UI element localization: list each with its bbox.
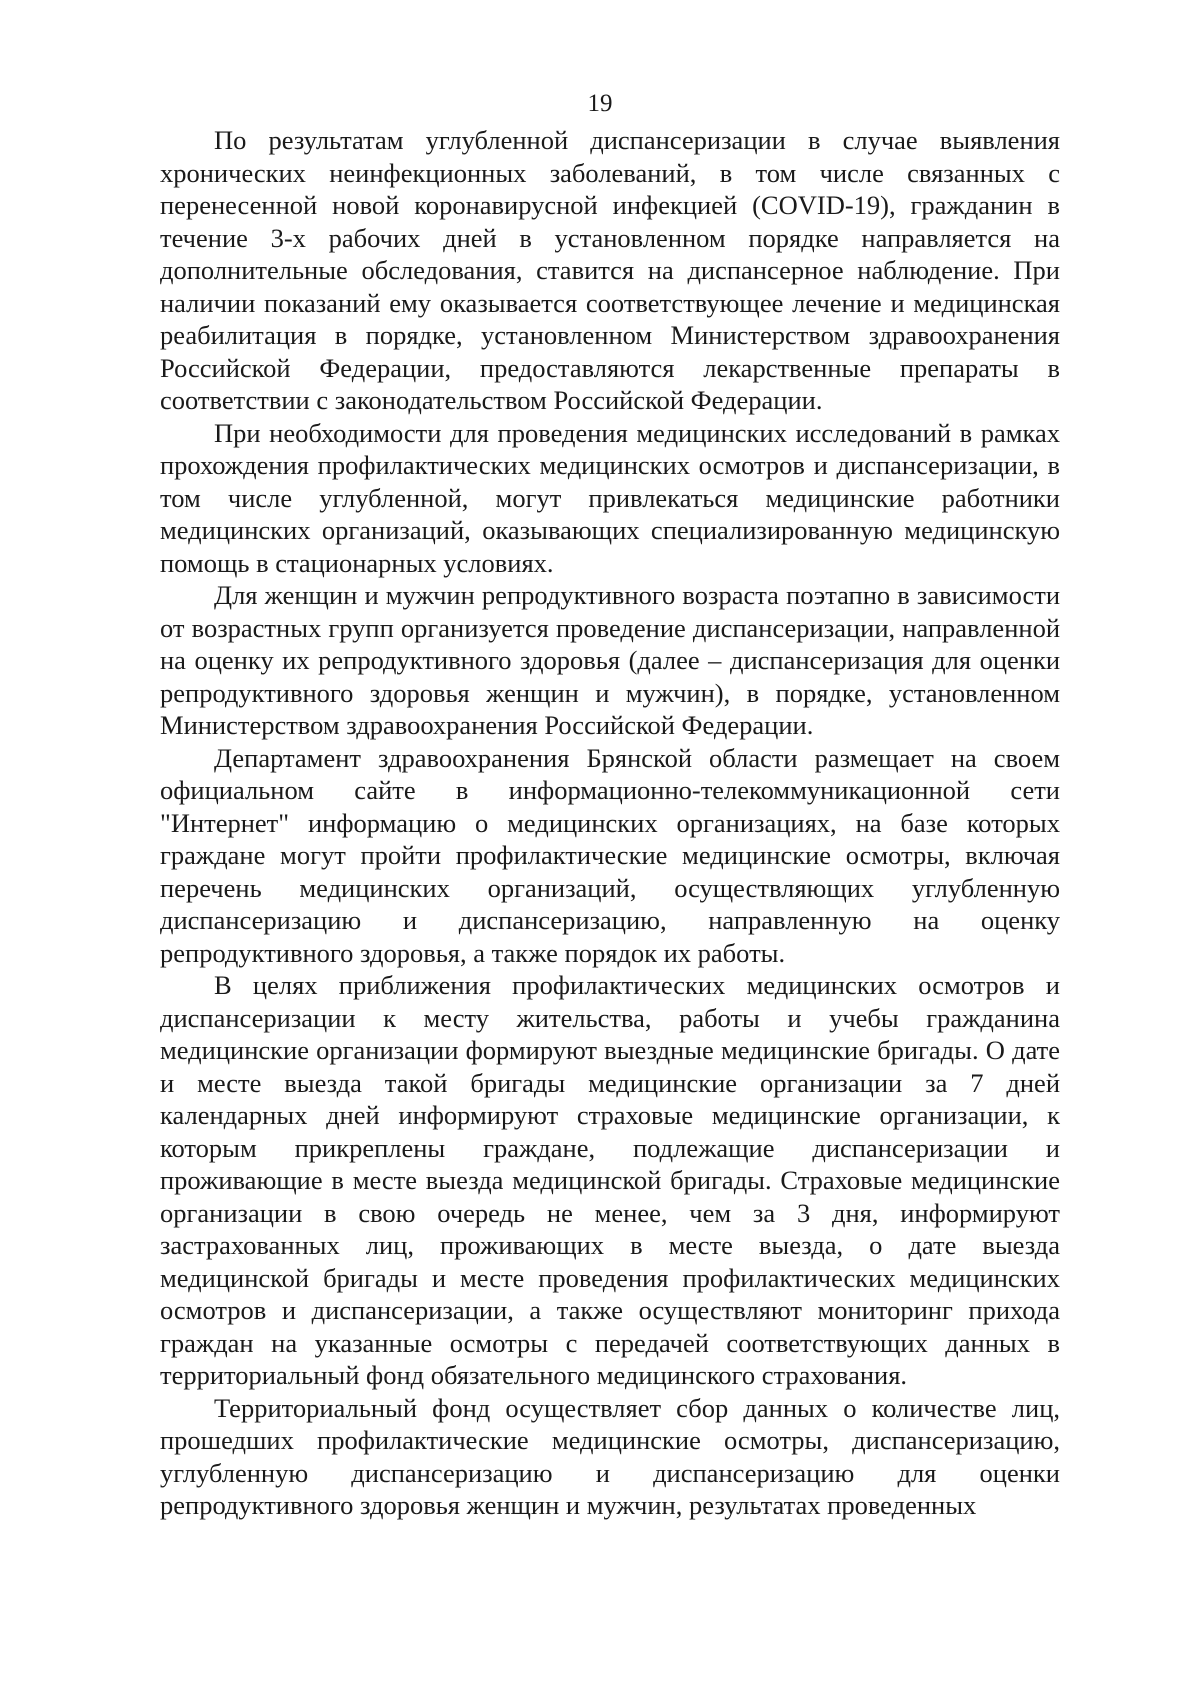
document-body [160,124,1060,1522]
paragraph-mobile-medical-teams: В целях приближения профилактических медицинских осмотров и диспансеризации к месту жительства, работы и учебы гражданина медицинские организации формируют выездные медицинские бригады. О дате и месте выезда такой бригады медицинские организации за 7 дней календарных дней информируют страховые медицинские организации, к которым прикреплены граждане, подлежащие диспансеризации и проживающие в месте выезда медицинской бригады. Страховые медицинские организации в свою очередь не менее, чем за 3 дня, информируют застрахованных лиц, проживающих в месте выезда, о дате выезда медицинской бригады и месте проведения профилактических медицинских осмотров и диспансеризации, а также осуществляют мониторинг прихода граждан на указанные осмотры с передачей соответствующих данных в территориальный фонд обязательного медицинского страхования. [160,970,1060,1390]
paragraph-department-website-info: Департамент здравоохранения Брянской области размещает на своем официальном сайте в информационно-телекоммуникационной сети "Интернет" информацию о медицинских организациях, на базе которых граждане могут пройти профилактические медицинские осмотры, включая перечень медицинских организаций, осуществляющих углубленную диспансеризацию и диспансеризацию, направленную на оценку репродуктивного здоровья, а также порядок их работы. [160,742,1060,968]
paragraph-in-depth-screening-results: По результатам углубленной диспансеризации в случае выявления хронических неинфекционных заболеваний, в том числе связанных с перенесенной новой коронавирусной инфекцией (COVID-19), гражданин в течение 3-х рабочих дней в установленном порядке направляется на дополнительные обследования, ставится на диспансерное наблюдение. При наличии показаний ему оказывается соответствующее лечение и медицинская реабилитация в порядке, установленном Министерством здравоохранения Российской Федерации, предоставляются лекарственные препараты в соответствии с законодательством Российской Федерации. [160,125,1060,415]
paragraph-territorial-fund-data: Территориальный фонд осуществляет сбор данных о количестве лиц, прошедших профилактические медицинские осмотры, диспансеризацию, углубленную диспансеризацию и диспансеризацию для оценки репродуктивного здоровья женщин и мужчин, результатах проведенных [160,1392,1060,1520]
paragraph-involving-medical-workers: При необходимости для проведения медицинских исследований в рамках прохождения профилактических медицинских осмотров и диспансеризации, в том числе углубленной, могут привлекаться медицинские работники медицинских организаций, оказывающих специализированную медицинскую помощь в стационарных условиях. [160,417,1060,578]
page-number: 19 [587,90,613,117]
paragraph-reproductive-health-screening: Для женщин и мужчин репродуктивного возраста поэтапно в зависимости от возрастных групп организуется проведение диспансеризации, направленной на оценку их репродуктивного здоровья (далее – диспансеризация для оценки репродуктивного здоровья женщин и мужчин), в порядке, установленном Министерством здравоохранения Российской Федерации. [160,580,1060,740]
